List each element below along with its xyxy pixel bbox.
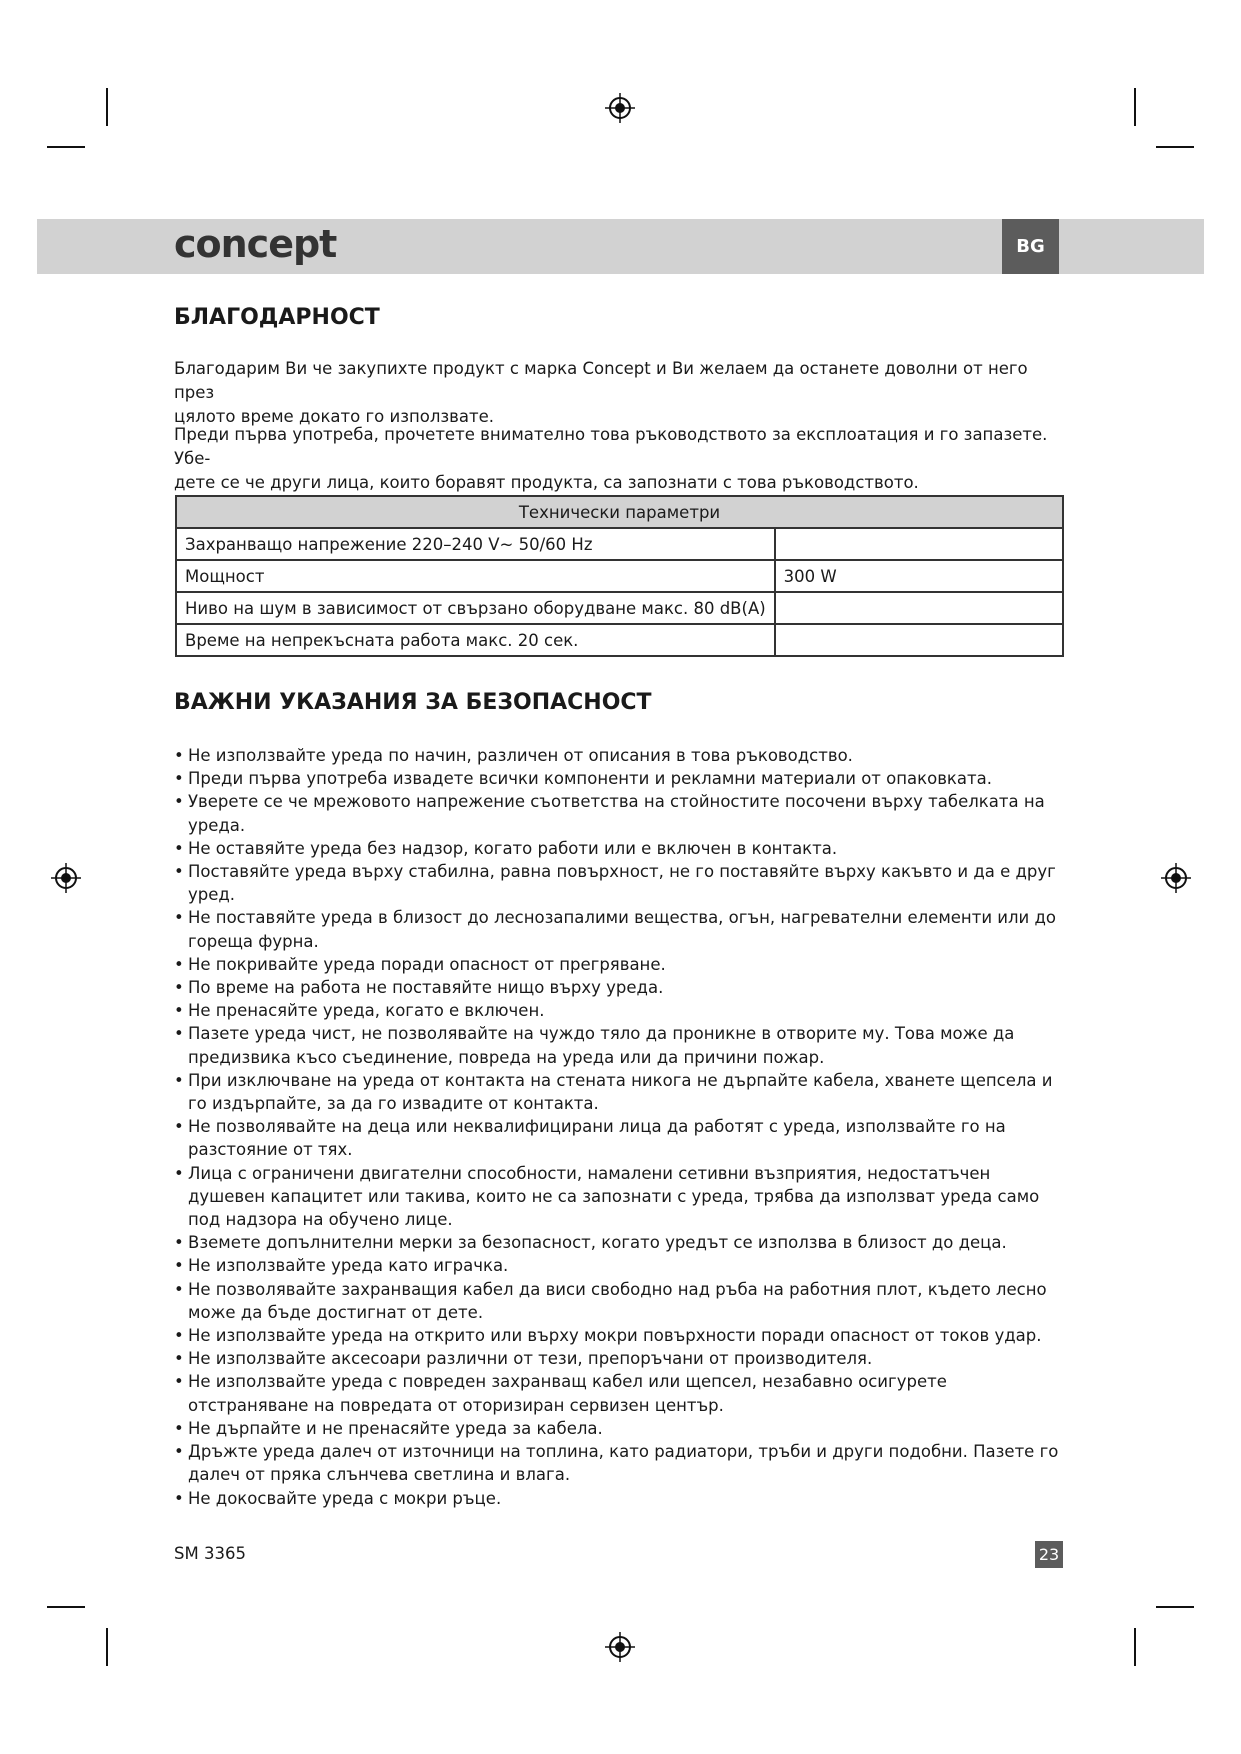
spec-value — [775, 592, 1063, 624]
list-item: • Уверете се че мрежовото напрежение съответства на стойностите посочени върху табелката на уреда. — [174, 790, 1064, 836]
list-item: • Дръжте уреда далеч от източници на топлина, като радиатори, тръби и други подобни. Пазете го далеч от пряка слънчева светлина и влага. — [174, 1440, 1064, 1486]
language-badge: BG — [1002, 219, 1059, 274]
page-number: 23 — [1035, 1541, 1063, 1568]
registration-mark-icon — [1161, 863, 1191, 893]
registration-mark-icon — [605, 1632, 635, 1662]
list-item: • Не използвайте уреда на открито или върху мокри повърхности поради опасност от токов удар. — [174, 1324, 1064, 1347]
registration-mark-icon — [605, 93, 635, 123]
table-row — [176, 528, 1063, 560]
spec-label: Ниво на шум в зависимост от свързано оборудване макс. 80 dB(A) — [176, 592, 775, 624]
spec-label: Време на непрекъсната работа макс. 20 сек. — [176, 624, 775, 656]
list-item: • Не позволявайте на деца или неквалифицирани лица да работят с уреда, използвайте го на разстояние от тях. — [174, 1115, 1064, 1161]
list-item: • Не докосвайте уреда с мокри ръце. — [174, 1487, 1064, 1510]
list-item: • Лица с ограничени двигателни способности, намалени сетивни възприятия, недостатъчен душевен капацитет или такива, които не са запознати с уреда, трябва да използват уреда само под надзора на обучено лице. — [174, 1162, 1064, 1232]
crop-mark — [106, 1628, 108, 1666]
spec-label: Мощност — [176, 560, 775, 592]
specs-table-title: Технически параметри — [176, 496, 1063, 528]
list-item: • Вземете допълнителни мерки за безопасност, когато уредът се използва в близост до деца. — [174, 1231, 1064, 1254]
text-line: дете се че други лица, които боравят продукта, са запознати с това ръководството. — [174, 473, 919, 492]
thanks-paragraph-1 — [174, 357, 1054, 429]
list-item: • Не използвайте уреда по начин, различен от описания в това ръководство. — [174, 744, 1064, 767]
text-line: Преди първа употреба, прочетете внимателно това ръководството за експлоатация и го запазете. Убе- — [174, 425, 1048, 468]
safety-heading: ВАЖНИ УКАЗАНИЯ ЗА БЕЗОПАСНОСТ — [174, 690, 652, 715]
crop-mark — [47, 1606, 85, 1608]
text-line: Благодарим Ви че закупихте продукт с марка Concept и Ви желаем да останете доволни от него през — [174, 359, 1028, 402]
list-item: • Не използвайте уреда като играчка. — [174, 1254, 1064, 1277]
list-item: • Не пренасяйте уреда, когато е включен. — [174, 999, 1064, 1022]
brand-logo: concept — [174, 222, 337, 266]
registration-mark-icon — [51, 863, 81, 893]
list-item: • При изключване на уреда от контакта на стената никога не дърпайте кабела, хванете щепсела и го издърпайте, за да го извадите от контакта. — [174, 1069, 1064, 1115]
table-row — [176, 592, 1063, 624]
list-item: • Не дърпайте и не пренасяйте уреда за кабела. — [174, 1417, 1064, 1440]
spec-value — [775, 528, 1063, 560]
thanks-paragraph-2 — [174, 423, 1054, 495]
safety-list — [174, 744, 1064, 1510]
list-item: • Не използвайте уреда с повреден захранващ кабел или щепсел, незабавно осигурете отстраняване на повредата от оторизиран сервизен център. — [174, 1370, 1064, 1416]
table-row — [176, 560, 1063, 592]
crop-mark — [1134, 88, 1136, 126]
list-item: • Не поставяйте уреда в близост до леснозапалими вещества, огън, нагревателни елементи или до гореща фурна. — [174, 906, 1064, 952]
spec-label: Захранващо напрежение 220–240 V~ 50/60 Hz — [176, 528, 775, 560]
list-item: • Не позволявайте захранващия кабел да виси свободно над ръба на работния плот, където лесно може да бъде достигнат от дете. — [174, 1278, 1064, 1324]
crop-mark — [106, 88, 108, 126]
spec-value: 300 W — [775, 560, 1063, 592]
list-item: • Не покривайте уреда поради опасност от прегряване. — [174, 953, 1064, 976]
list-item: • Преди първа употреба извадете всички компоненти и рекламни материали от опаковката. — [174, 767, 1064, 790]
crop-mark — [47, 146, 85, 148]
crop-mark — [1156, 1606, 1194, 1608]
specs-table — [175, 495, 1064, 657]
spec-value — [775, 624, 1063, 656]
list-item: • Поставяйте уреда върху стабилна, равна повърхност, не го поставяйте върху какъвто и да е друг уред. — [174, 860, 1064, 906]
thanks-heading: БЛАГОДАРНОСТ — [174, 305, 380, 330]
list-item: • Не оставяйте уреда без надзор, когато работи или е включен в контакта. — [174, 837, 1064, 860]
list-item: • Не използвайте аксесоари различни от тези, препоръчани от производителя. — [174, 1347, 1064, 1370]
list-item: • Пазете уреда чист, не позволявайте на чуждо тяло да проникне в отворите му. Това може да предизвика късо съединение, повреда на уреда или да причини пожар. — [174, 1022, 1064, 1068]
crop-mark — [1156, 146, 1194, 148]
crop-mark — [1134, 1628, 1136, 1666]
text-line: цялото време докато го използвате. — [174, 407, 495, 426]
list-item: • По време на работа не поставяйте нищо върху уреда. — [174, 976, 1064, 999]
model-number: SM 3365 — [174, 1544, 246, 1563]
table-row — [176, 624, 1063, 656]
